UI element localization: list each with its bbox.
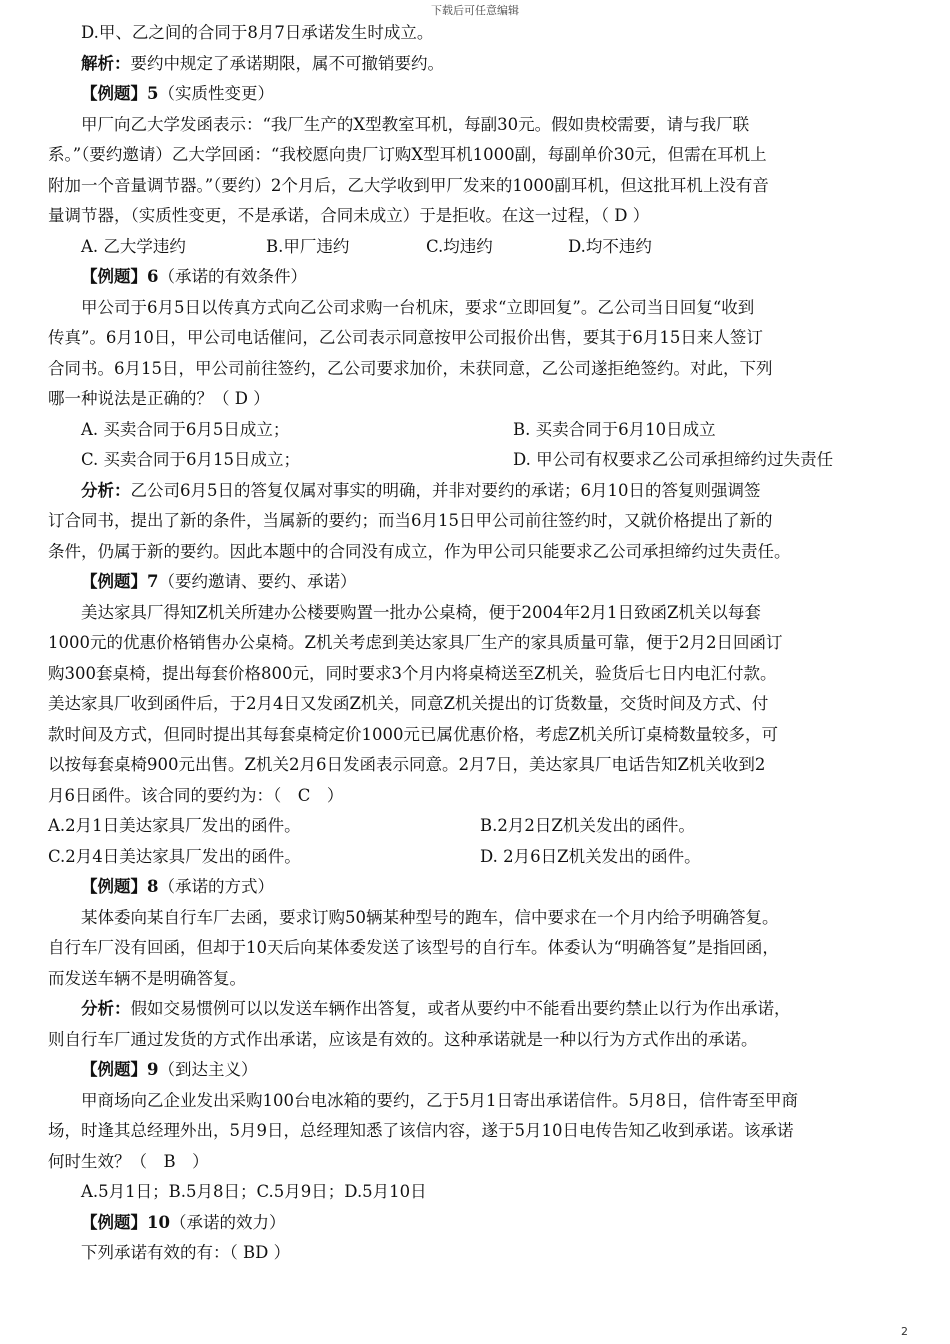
analysis-text: 乙公司6月5日的答复仅属对事实的明确，并非对要约的承诺；6月10日的答复则强调签 [130, 480, 761, 500]
option-a: A.2月1日美达家具厂发出的函件。 [48, 816, 301, 835]
option-a: A. 乙大学违约 [81, 236, 186, 256]
analysis-text: 要约中规定了承诺期限，属不可撤销要约。 [130, 53, 444, 73]
option-d: D.均不违约 [568, 236, 652, 256]
text-line: D.甲、乙之间的合同于8月7日承诺发生时成立。 [81, 23, 434, 42]
example-topic: （实质性变更） [158, 84, 274, 103]
analysis-text: 假如交易惯例可以以发送车辆作出答复，或者从要约中不能看出要约禁止以行为作出承诺， [130, 999, 791, 1018]
example-label: 【例题】6 [81, 267, 159, 286]
analysis-label: 分析： [81, 480, 131, 500]
option-b: B.2月2日Z机关发出的函件。 [480, 816, 695, 835]
options-row [48, 811, 910, 842]
text-line: 月6日函件。该合同的要约为：（ C ） [48, 785, 344, 805]
text-line: 系。”（要约邀请）乙大学回函：“我校愿向贵厂订购X型耳机1000副，每副单价30元，但需在耳机上 [48, 145, 767, 164]
page-header: 下载后可任意编辑 [431, 4, 519, 17]
option-c: C.均违约 [426, 236, 493, 256]
options-row [48, 445, 910, 476]
text-line: 款时间及方式，但同时提出其每套桌椅定价1000元已属优惠价格，考虑Z机关所订桌椅数量较多，可 [48, 724, 778, 744]
analysis-line [48, 994, 910, 1025]
example-topic: （要约邀请、要约、承诺） [158, 572, 357, 591]
text-line: 则自行车厂通过发货的方式作出承诺，应该是有效的。这种承诺就是一种以行为方式作出的承诺。 [48, 1029, 758, 1049]
example-topic: （承诺的效力） [169, 1212, 286, 1232]
example-label: 【例题】10 [81, 1212, 170, 1232]
text-line: 自行车厂没有回函，但却于10天后向某体委发送了该型号的自行车。体委认为“明确答复”是指回函， [48, 938, 779, 957]
options-line: A.5月1日；B.5月8日；C.5月9日；D.5月10日 [81, 1182, 427, 1201]
example-heading-8 [48, 872, 910, 903]
analysis-line [48, 49, 910, 80]
option-d: D. 2月6日Z机关发出的函件。 [480, 846, 701, 866]
text-line: 合同书。6月15日，甲公司前往签约，乙公司要求加价，未获同意，乙公司遂拒绝签约。对此，下列 [48, 358, 773, 378]
document-body [48, 18, 910, 1269]
text-line: 购300套桌椅，提出每套价格800元，同时要求3个月内将桌椅送至Z机关，验货后七日内电汇付款。 [48, 663, 777, 683]
example-heading-5 [48, 79, 910, 110]
example-topic: （承诺的方式） [158, 877, 274, 896]
text-line: 何时生效？（ B ） [48, 1151, 209, 1171]
page-number: 2 [901, 1325, 908, 1338]
text-line: 甲厂向乙大学发函表示：“我厂生产的X型教室耳机，每副30元。假如贵校需要，请与我厂联 [81, 114, 750, 134]
analysis-label: 解析： [81, 53, 131, 73]
text-line: 量调节器，（实质性变更，不是承诺，合同未成立）于是拒收。在这一过程，（ D ） [48, 206, 650, 225]
text-line: 某体委向某自行车厂去函，要求订购50辆某种型号的跑车，信中要求在一个月内给予明确答复。 [81, 907, 779, 927]
text-line: 以按每套桌椅900元出售。Z机关2月6日发函表示同意。2月7日，美达家具厂电话告知Z机关收到2 [48, 755, 766, 774]
text-line: 传真”。6月10日，甲公司电话催问，乙公司表示同意按甲公司报价出售，要其于6月15日来人签订 [48, 328, 763, 347]
text-line: 甲商场向乙企业发出采购100台电冰箱的要约，乙于5月1日寄出承诺信件。5月8日，信件寄至甲商 [81, 1090, 798, 1110]
text-line: 而发送车辆不是明确答复。 [48, 968, 246, 988]
text-line: 条件，仍属于新的要约。因此本题中的合同没有成立，作为甲公司只能要求乙公司承担缔约过失责任。 [48, 541, 791, 561]
example-label: 【例题】8 [81, 877, 159, 896]
option-d: D. 甲公司有权要求乙公司承担缔约过失责任 [513, 450, 834, 469]
example-label: 【例题】7 [81, 572, 159, 591]
option-c: C.2月4日美达家具厂发出的函件。 [48, 846, 301, 866]
example-heading-7 [48, 567, 910, 598]
text-line: 订合同书，提出了新的条件，当属新的要约；而当6月15日甲公司前往签约时，又就价格提出了新的 [48, 511, 773, 530]
option-a: A. 买卖合同于6月5日成立； [81, 419, 290, 439]
example-heading-9 [48, 1055, 910, 1086]
option-b: B. 买卖合同于6月10日成立 [513, 419, 716, 439]
options-row [48, 842, 910, 873]
text-line: 哪一种说法是正确的？（ D ） [48, 389, 270, 408]
example-topic: （到达主义） [158, 1060, 258, 1079]
example-label: 【例题】9 [81, 1060, 159, 1079]
example-label: 【例题】5 [81, 84, 159, 103]
text-line: 美达家具厂收到函件后，于2月4日又发函Z机关，同意Z机关提出的订货数量，交货时间及方式、付 [48, 694, 769, 713]
options-row [48, 415, 910, 446]
example-heading-10 [48, 1208, 910, 1239]
text-line: 1000元的优惠价格销售办公桌椅。Z机关考虑到美达家具厂生产的家具质量可靠，便于2月2日回函订 [48, 633, 783, 652]
text-line: 下列承诺有效的有：（ BD ） [81, 1243, 291, 1262]
option-c: C. 买卖合同于6月15日成立； [81, 450, 301, 469]
analysis-line [48, 476, 910, 507]
text-line: 场，时逢其总经理外出，5月9日，总经理知悉了该信内容，遂于5月10日电传告知乙收到承诺。该承诺 [48, 1121, 794, 1140]
analysis-label: 分析： [81, 999, 131, 1018]
example-topic: （承诺的有效条件） [158, 267, 307, 286]
text-line: 美达家具厂得知Z机关所建办公楼要购置一批办公桌椅，便于2004年2月1日致函Z机关以每套 [81, 602, 761, 622]
text-line: 甲公司于6月5日以传真方式向乙公司求购一台机床，要求“立即回复”。乙公司当日回复“收到 [81, 297, 755, 317]
example-heading-6 [48, 262, 910, 293]
option-b: B.甲厂违约 [266, 236, 350, 256]
text-line: 附加一个音量调节器。”（要约）2个月后，乙大学收到甲厂发来的1000副耳机，但这批耳机上没有音 [48, 175, 769, 195]
options-row [48, 232, 910, 263]
